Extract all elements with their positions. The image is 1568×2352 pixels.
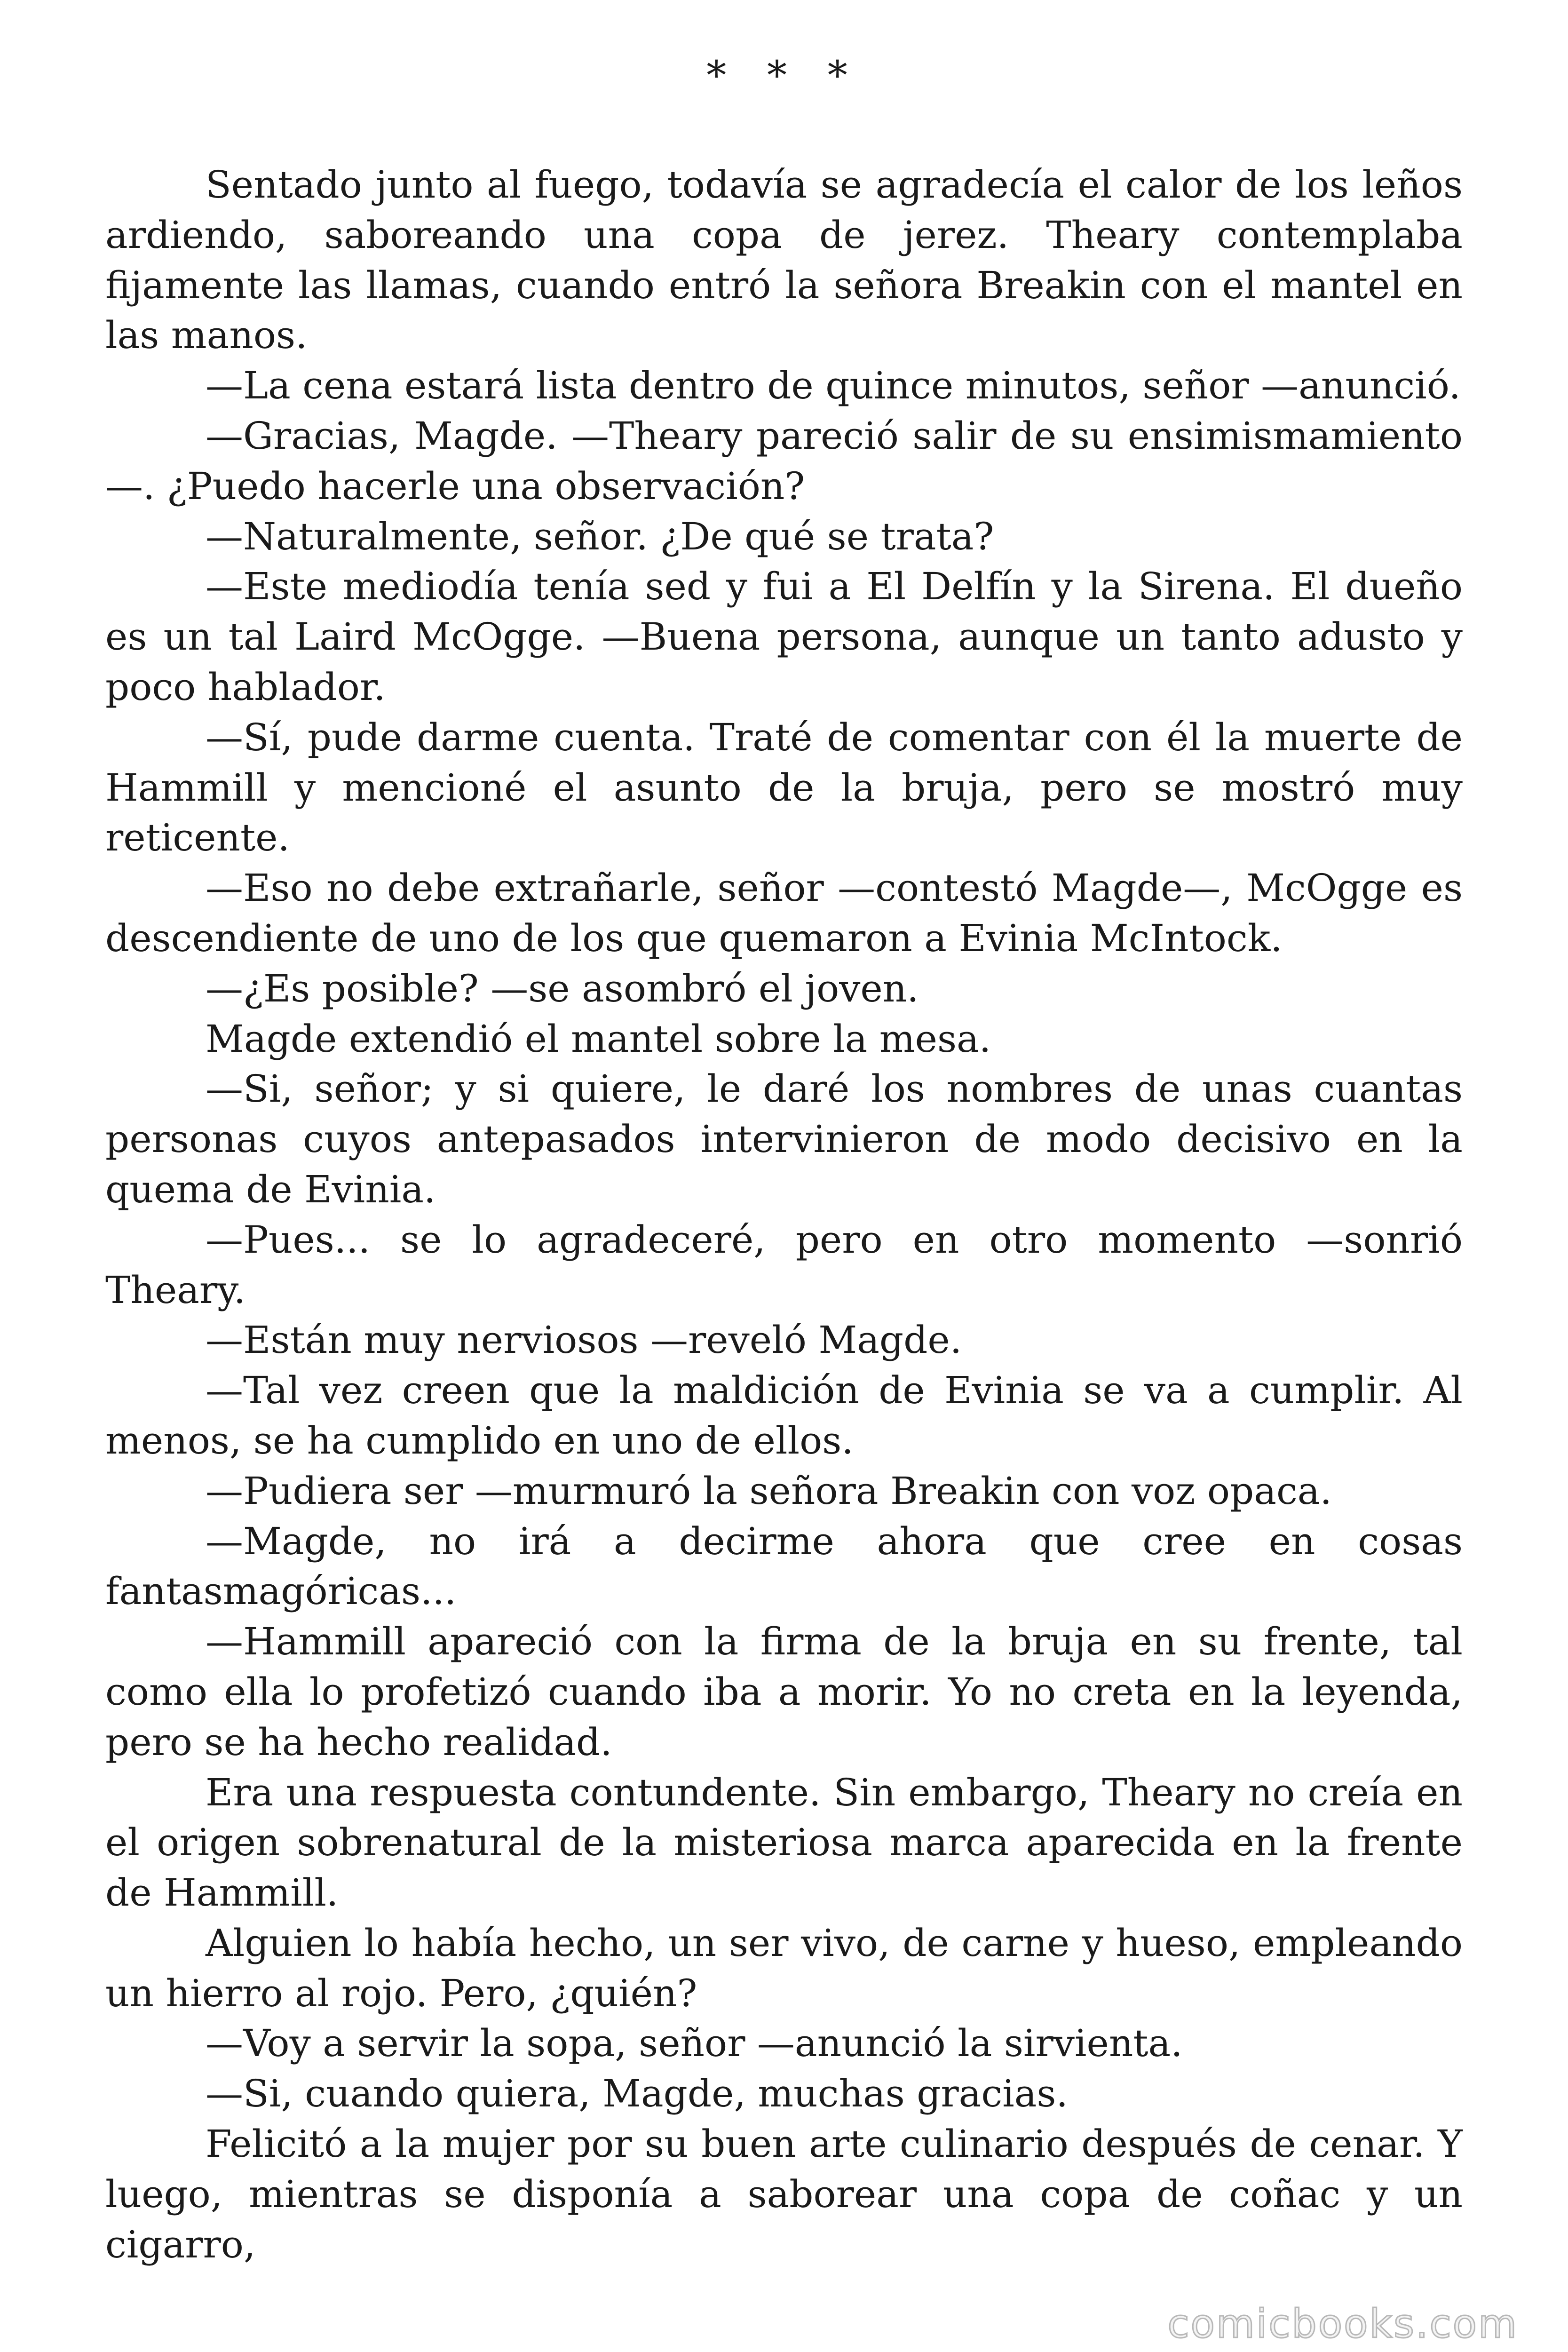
paragraph: Felicitó a la mujer por su buen arte culinario después de cenar. Y luego, mientras se disponía a saborear una copa de coñac y un cigarro, — [105, 2122, 1463, 2266]
paragraph: —Pues... se lo agradeceré, pero en otro momento —sonrió Theary. — [105, 1217, 1463, 1312]
paragraph: —Están muy nerviosos —reveló Magde. — [206, 1318, 962, 1362]
paragraph: —Este mediodía tenía sed y fui a El Delfín y la Sirena. El dueño es un tal Laird McOgge. —Buena persona, aunque un tanto adusto y poco hablador. — [105, 564, 1463, 709]
body-text — [105, 160, 1463, 2270]
paragraph: —Pudiera ser —murmuró la señora Breakin con voz opaca. — [206, 1469, 1332, 1513]
paragraph: —Eso no debe extrañarle, señor —contestó Magde—, McOgge es descendiente de uno de los que quemaron a Evinia McIntock. — [105, 866, 1463, 960]
scene-separator: * * * — [706, 52, 862, 98]
paragraph: —Tal vez creen que la maldición de Evinia se va a cumplir. Al menos, se ha cumplido en uno de ellos. — [105, 1368, 1463, 1462]
paragraph: —Si, señor; y si quiere, le daré los nombres de unas cuantas personas cuyos antepasados intervinieron de modo decisivo en la quema de Evinia. — [105, 1067, 1463, 1211]
paragraph: Era una respuesta contundente. Sin embargo, Theary no creía en el origen sobrenatural de la misteriosa marca aparecida en la frente de Hammill. — [105, 1770, 1463, 1915]
paragraph: —Si, cuando quiera, Magde, muchas gracias. — [206, 2072, 1068, 2116]
paragraph: Alguien lo había hecho, un ser vivo, de carne y hueso, empleando un hierro al rojo. Pero, ¿quién? — [105, 1921, 1463, 2015]
paragraph: —La cena estará lista dentro de quince minutos, señor —anunció. — [206, 364, 1461, 408]
paragraph: —Naturalmente, señor. ¿De qué se trata? — [206, 514, 994, 558]
watermark: comicbooks.com — [1167, 2301, 1518, 2347]
paragraph: —Sí, pude darme cuenta. Traté de comentar con él la muerte de Hammill y mencioné el asunto de la bruja, pero se mostró muy reticente. — [105, 715, 1463, 860]
paragraph: Sentado junto al fuego, todavía se agradecía el calor de los leños ardiendo, saboreando una copa de jerez. Theary contemplaba fijamente las llamas, cuando entró la señora Breakin con el mantel en las manos. — [105, 163, 1463, 358]
paragraph: —Magde, no irá a decirme ahora que cree en cosas fantasmagóricas... — [105, 1519, 1463, 1613]
paragraph: —Hammill apareció con la firma de la bruja en su frente, tal como ella lo profetizó cuando iba a morir. Yo no creta en la leyenda, pero se ha hecho realidad. — [105, 1620, 1463, 1764]
paragraph: —Gracias, Magde. —Theary pareció salir de su ensimismamiento —. ¿Puedo hacerle una observación? — [105, 413, 1463, 508]
paragraph: —Voy a servir la sopa, señor —anunció la sirvienta. — [206, 2021, 1183, 2066]
paragraph: Magde extendió el mantel sobre la mesa. — [206, 1017, 991, 1061]
paragraph: —¿Es posible? —se asombró el joven. — [206, 966, 919, 1010]
